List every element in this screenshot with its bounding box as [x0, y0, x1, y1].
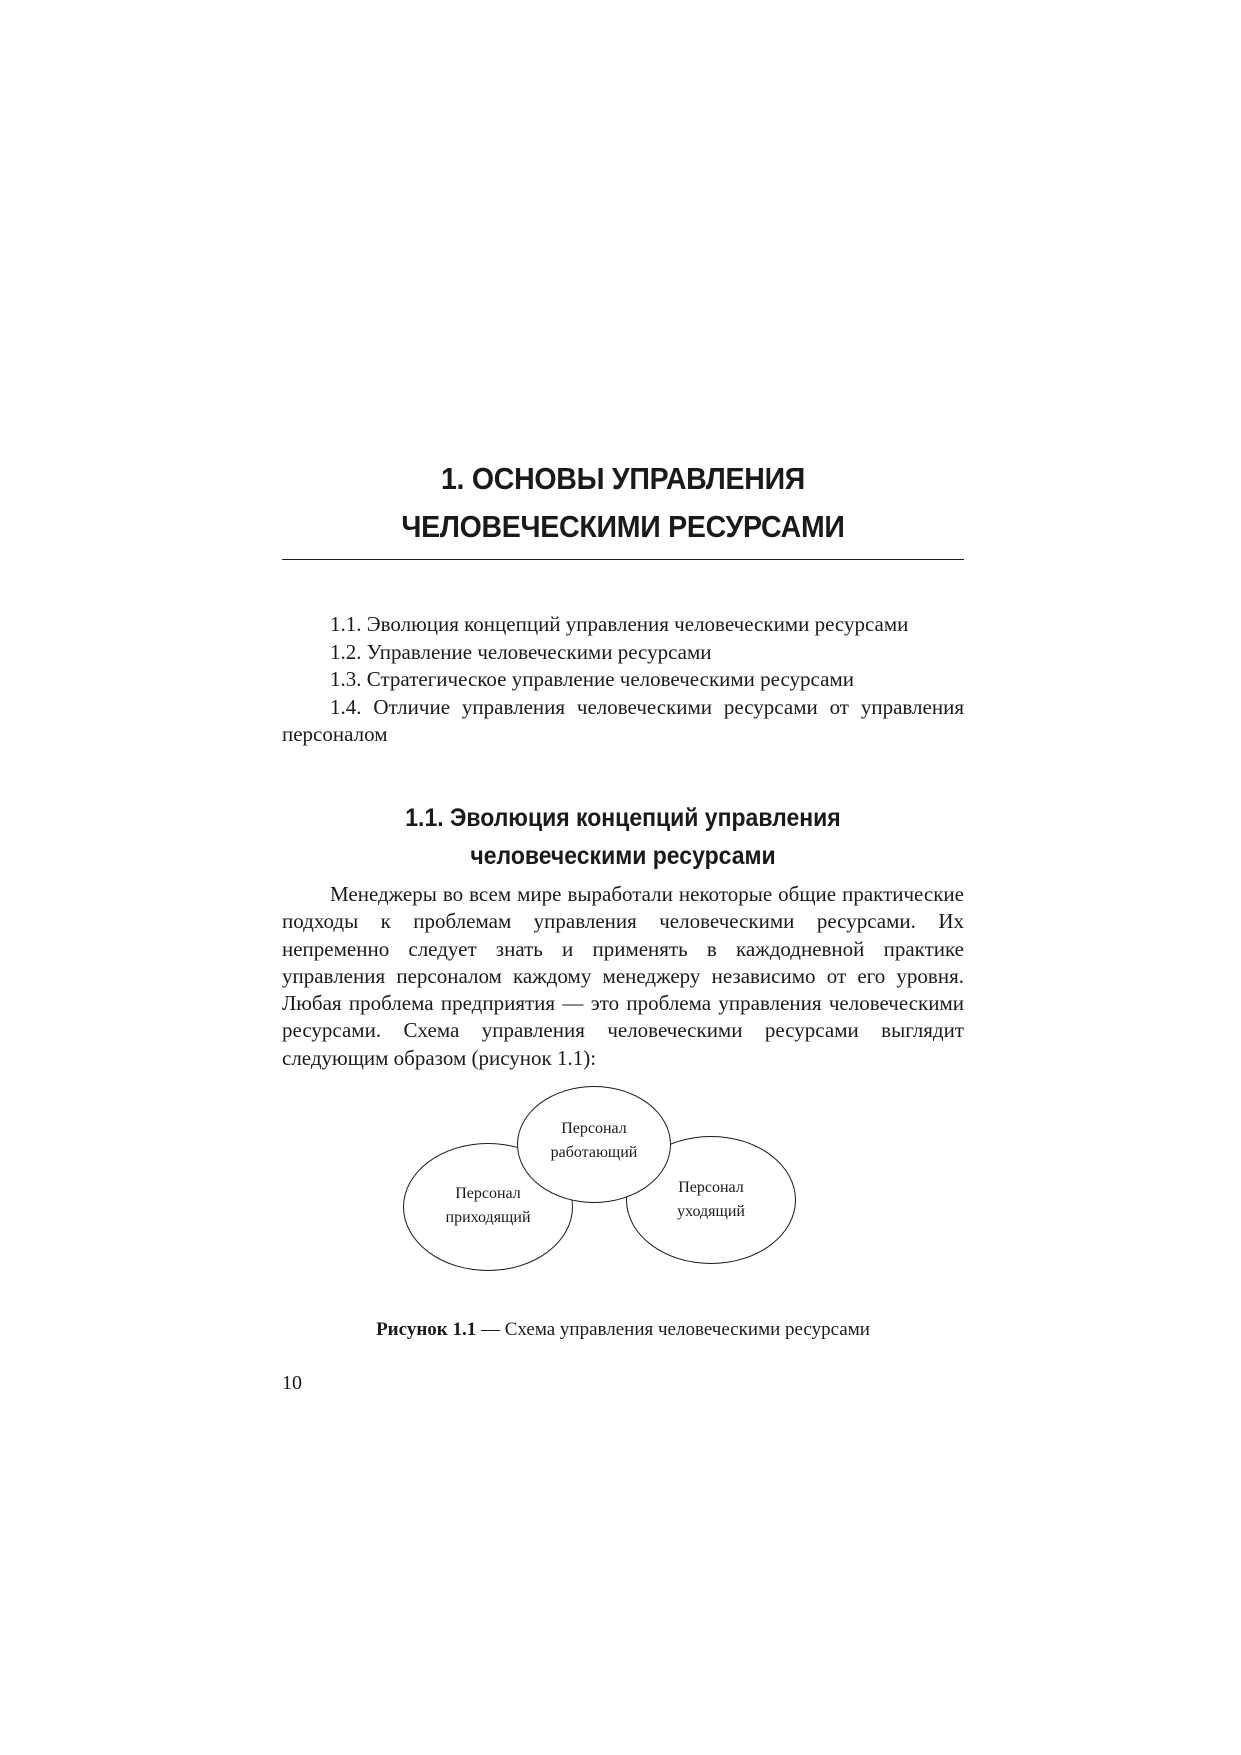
label-leaving-staff — [626, 1176, 796, 1224]
label-leaving-staff-line-2: уходящий — [677, 1203, 745, 1220]
chapter-title — [309, 455, 936, 551]
label-incoming-staff-line-2: приходящий — [445, 1209, 531, 1226]
figure-caption-text: — Схема управления человеческими ресурсами — [476, 1319, 870, 1340]
label-working-staff-line-1: Персонал — [561, 1120, 627, 1137]
section-title-line-2: человеческими ресурсами — [470, 842, 776, 870]
hr-scheme-diagram — [390, 1086, 860, 1306]
chapter-title-line-2: ЧЕЛОВЕЧЕСКИМИ РЕСУРСАМИ — [401, 509, 845, 544]
section-title-line-1: 1.1. Эволюция концепций управления — [405, 804, 841, 832]
chapter-title-line-1: 1. ОСНОВЫ УПРАВЛЕНИЯ — [440, 461, 806, 496]
label-leaving-staff-line-1: Персонал — [678, 1179, 744, 1196]
label-working-staff — [517, 1117, 671, 1165]
section-paragraph: Менеджеры во всем мире выработали некоторые общие практические подходы к проблемам управления человеческими ресурсами. Их непременно следует знать и применять в каждодневной практике управления персоналом каждому менеджеру независимо от его уровня. Любая проблема предприятия — это проблема управления человеческими ресурсами. Схема управления человеческими ресурсами выглядит следующим образом (рисунок 1.1): — [282, 882, 964, 1070]
toc-item-1-1: 1.1. Эволюция концепций управления человеческими ресурсами — [330, 612, 909, 636]
label-working-staff-line-2: работающий — [550, 1144, 638, 1161]
label-incoming-staff — [403, 1182, 573, 1230]
chapter-divider — [282, 559, 964, 560]
label-incoming-staff-line-1: Персонал — [455, 1185, 521, 1202]
toc-item-1-4: 1.4. Отличие управления человеческими ресурсами от управления персоналом — [282, 694, 964, 746]
toc-item-1-3: 1.3. Стратегическое управление человеческими ресурсами — [330, 667, 854, 691]
section-title — [309, 799, 936, 875]
figure-caption — [282, 1317, 964, 1343]
page-number: 10 — [282, 1372, 302, 1394]
toc-item-1-2: 1.2. Управление человеческими ресурсами — [330, 639, 712, 664]
figure-caption-label: Рисунок 1.1 — [376, 1319, 477, 1340]
chapter-contents — [282, 611, 964, 749]
